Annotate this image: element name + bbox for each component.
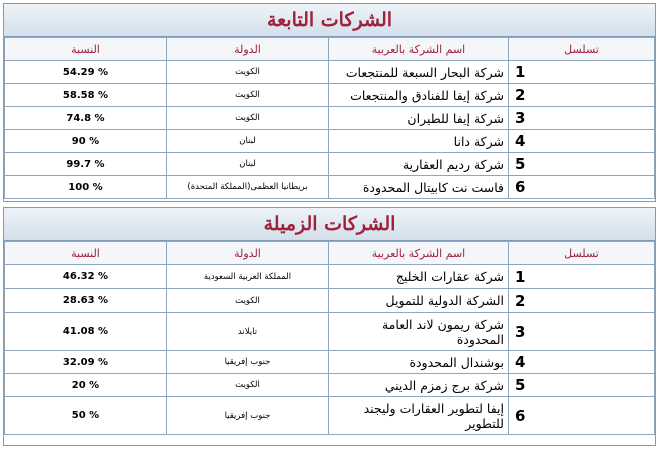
header-percent: النسبة xyxy=(5,38,167,61)
serial-cell: 1 xyxy=(509,265,655,289)
company-name-cell: شركة عقارات الخليج xyxy=(329,265,509,289)
country-cell: جنوب إفريقيا xyxy=(167,397,329,435)
serial-cell: 3 xyxy=(509,107,655,130)
table-row xyxy=(5,61,655,84)
company-name-cell: بوشندال المحدودة xyxy=(329,351,509,374)
header-serial: تسلسل xyxy=(509,38,655,61)
percent-cell: % 46.32 xyxy=(5,265,167,289)
country-cell: الكويت xyxy=(167,289,329,313)
table-row xyxy=(5,265,655,289)
serial-cell: 1 xyxy=(509,61,655,84)
table-row xyxy=(5,176,655,199)
percent-cell: % 100 xyxy=(5,176,167,199)
header-country: الدولة xyxy=(167,38,329,61)
header-name: اسم الشركة بالعربية xyxy=(329,38,509,61)
country-cell: تايلاند xyxy=(167,313,329,351)
header-serial: تسلسل xyxy=(509,242,655,265)
company-name-cell: فاست نت كابيتال المحدودة xyxy=(329,176,509,199)
associates-title: الشركات الزميلة xyxy=(4,208,655,241)
table-row xyxy=(5,289,655,313)
table-row xyxy=(5,107,655,130)
company-name-cell: شركة رديم العقارية xyxy=(329,153,509,176)
subsidiaries-table xyxy=(4,37,655,199)
table-row xyxy=(5,351,655,374)
serial-cell: 5 xyxy=(509,153,655,176)
serial-cell: 2 xyxy=(509,84,655,107)
company-name-cell: شركة ريمون لاند العامة المحدودة xyxy=(329,313,509,351)
subsidiaries-title: الشركات التابعة xyxy=(4,4,655,37)
percent-cell: % 28.63 xyxy=(5,289,167,313)
table-row xyxy=(5,84,655,107)
country-cell: بريطانيا العظمى(المملكة المتحدة) xyxy=(167,176,329,199)
percent-cell: % 99.7 xyxy=(5,153,167,176)
header-country: الدولة xyxy=(167,242,329,265)
associates-table xyxy=(4,241,655,435)
percent-cell: % 74.8 xyxy=(5,107,167,130)
company-name-cell: شركة إيفا للطيران xyxy=(329,107,509,130)
percent-cell: % 90 xyxy=(5,130,167,153)
table-row xyxy=(5,313,655,351)
serial-cell: 6 xyxy=(509,176,655,199)
company-name-cell: شركة برج زمزم الديني xyxy=(329,374,509,397)
header-percent: النسبة xyxy=(5,242,167,265)
country-cell: المملكة العربية السعودية xyxy=(167,265,329,289)
percent-cell: % 41.08 xyxy=(5,313,167,351)
percent-cell: % 32.09 xyxy=(5,351,167,374)
associates-panel xyxy=(3,207,656,446)
table-row xyxy=(5,153,655,176)
company-name-cell: شركة دانا xyxy=(329,130,509,153)
percent-cell: % 58.58 xyxy=(5,84,167,107)
percent-cell: % 50 xyxy=(5,397,167,435)
table-row xyxy=(5,374,655,397)
serial-cell: 4 xyxy=(509,351,655,374)
percent-cell: % 54.29 xyxy=(5,61,167,84)
company-name-cell: شركة البحار السبعة للمنتجعات xyxy=(329,61,509,84)
country-cell: الكويت xyxy=(167,61,329,84)
country-cell: جنوب إفريقيا xyxy=(167,351,329,374)
header-row xyxy=(5,38,655,61)
company-name-cell: الشركة الدولية للتمويل xyxy=(329,289,509,313)
percent-cell: % 20 xyxy=(5,374,167,397)
country-cell: الكويت xyxy=(167,84,329,107)
serial-cell: 2 xyxy=(509,289,655,313)
country-cell: لبنان xyxy=(167,153,329,176)
company-name-cell: شركة إيفا للفنادق والمنتجعات xyxy=(329,84,509,107)
subsidiaries-panel xyxy=(3,3,656,202)
header-name: اسم الشركة بالعربية xyxy=(329,242,509,265)
country-cell: لبنان xyxy=(167,130,329,153)
company-name-cell: إيفا لتطوير العقارات وليجند للتطوير xyxy=(329,397,509,435)
table-row xyxy=(5,397,655,435)
serial-cell: 6 xyxy=(509,397,655,435)
table-row xyxy=(5,130,655,153)
header-row xyxy=(5,242,655,265)
serial-cell: 4 xyxy=(509,130,655,153)
country-cell: الكويت xyxy=(167,374,329,397)
serial-cell: 3 xyxy=(509,313,655,351)
serial-cell: 5 xyxy=(509,374,655,397)
country-cell: الكويت xyxy=(167,107,329,130)
